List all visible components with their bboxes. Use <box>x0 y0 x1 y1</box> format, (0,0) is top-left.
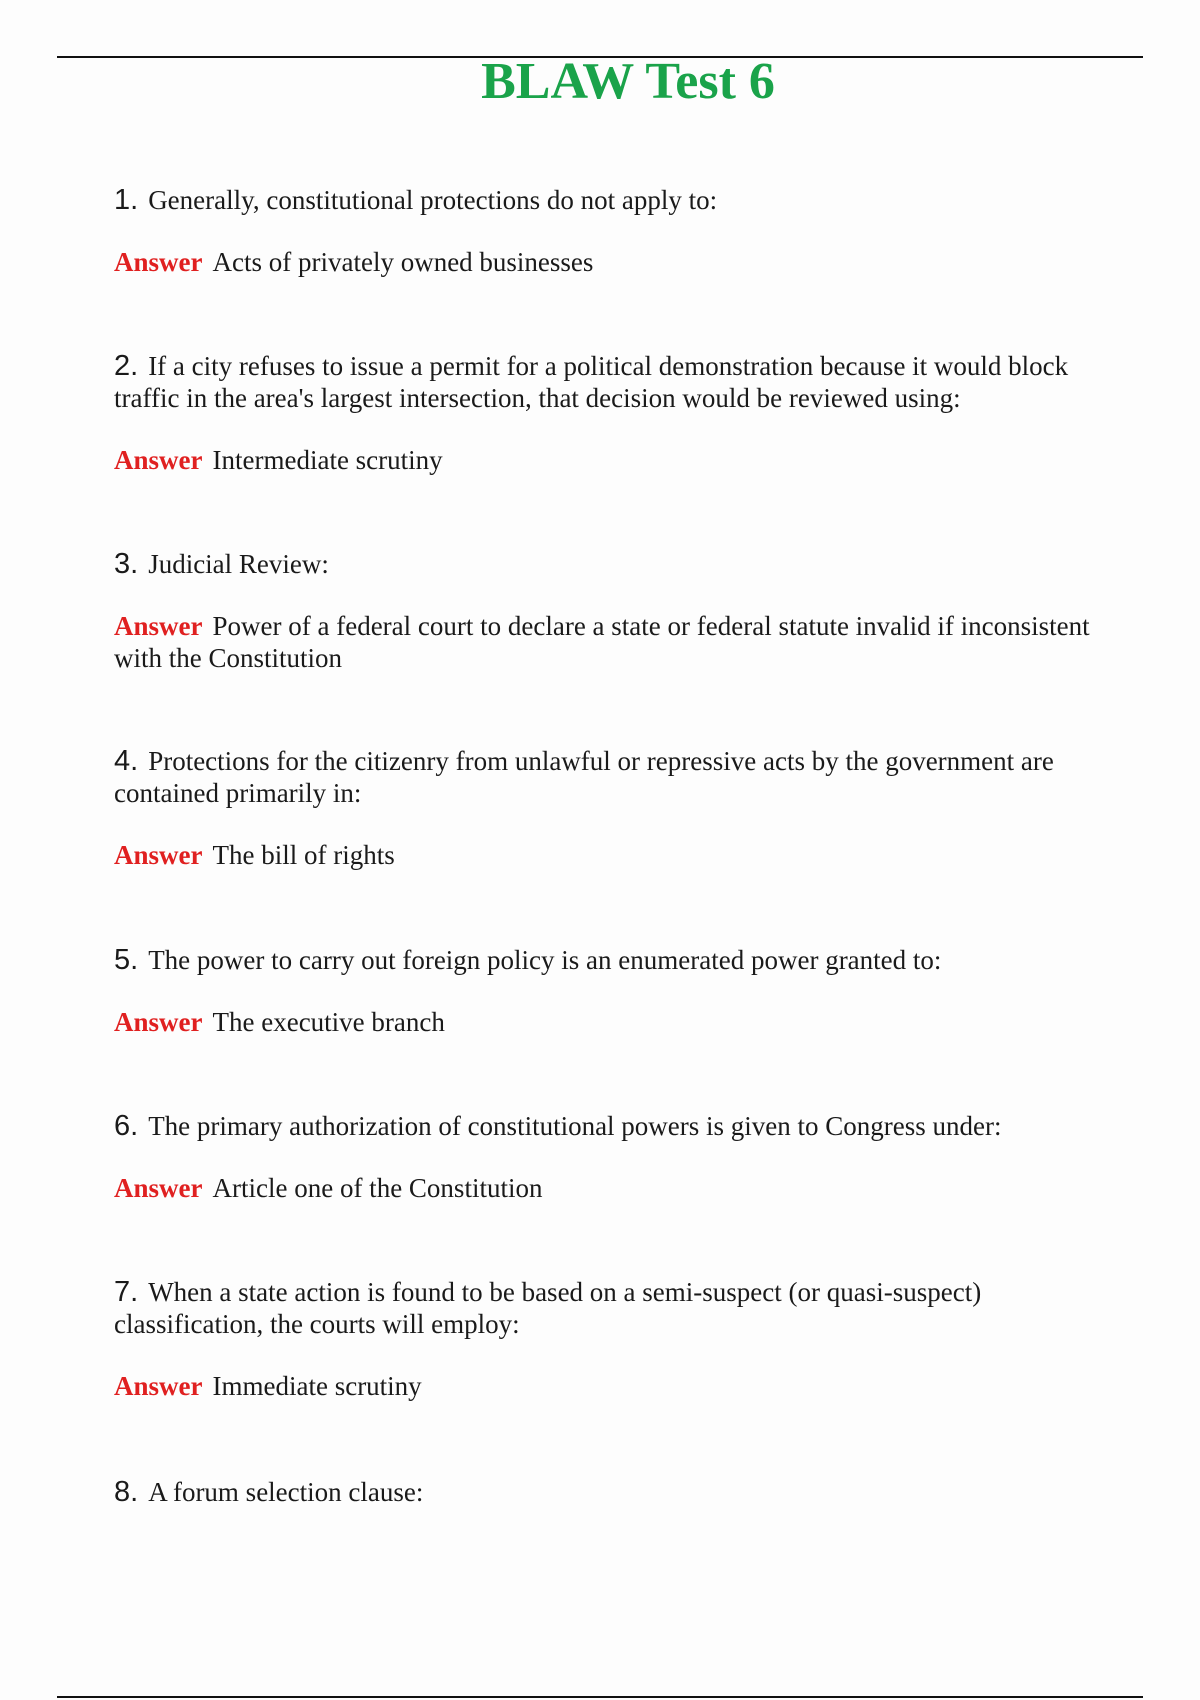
question <box>114 745 1134 809</box>
question <box>114 350 1134 414</box>
question <box>114 1476 1134 1508</box>
answer-label: Answer <box>114 1007 203 1037</box>
answer-label: Answer <box>114 1173 203 1203</box>
answer-text: Power of a federal court to declare a state or federal statute invalid if inconsistent with the Constitution <box>114 611 1090 673</box>
answer-text: Intermediate scrutiny <box>212 445 443 475</box>
qa-item-4 <box>114 745 1134 871</box>
question-text: If a city refuses to issue a permit for a political demonstration because it would block traffic in the area's largest intersection, that decision would be reviewed using: <box>114 351 1069 413</box>
answer <box>114 1006 1134 1038</box>
answer <box>114 246 1134 278</box>
answer-label: Answer <box>114 247 203 277</box>
question-text: Judicial Review: <box>148 549 329 579</box>
question-text: The primary authorization of constitutional powers is given to Congress under: <box>148 1111 1002 1141</box>
answer <box>114 1370 1134 1402</box>
question <box>114 1110 1134 1142</box>
question-number: 6. <box>114 1110 139 1142</box>
question-number: 5. <box>114 944 139 976</box>
question-text: Protections for the citizenry from unlawful or repressive acts by the government are contained primarily in: <box>114 746 1054 808</box>
question-number: 8. <box>114 1476 139 1508</box>
question-text: The power to carry out foreign policy is an enumerated power granted to: <box>148 945 942 975</box>
answer-label: Answer <box>114 611 203 641</box>
question <box>114 548 1134 580</box>
question <box>114 1276 1134 1340</box>
answer <box>114 444 1134 476</box>
answer-label: Answer <box>114 1371 203 1401</box>
answer-text: Acts of privately owned businesses <box>212 247 594 277</box>
question-text: Generally, constitutional protections do not apply to: <box>148 185 718 215</box>
qa-item-8 <box>114 1476 1134 1508</box>
answer <box>114 610 1134 674</box>
question-number: 2. <box>114 350 139 382</box>
qa-item-6 <box>114 1110 1134 1204</box>
page-title: BLAW Test 6 <box>481 53 775 110</box>
answer-text: The executive branch <box>212 1007 445 1037</box>
question-number: 3. <box>114 548 139 580</box>
answer-text: The bill of rights <box>212 840 395 870</box>
question-text: When a state action is found to be based on a semi-suspect (or quasi-suspect) classification, the courts will employ: <box>114 1277 982 1339</box>
answer-label: Answer <box>114 445 203 475</box>
answer <box>114 839 1134 871</box>
qa-item-3 <box>114 548 1134 674</box>
qa-item-1 <box>114 184 1134 278</box>
answer-text: Immediate scrutiny <box>212 1371 422 1401</box>
question-text: A forum selection clause: <box>148 1477 424 1507</box>
qa-item-2 <box>114 350 1134 476</box>
question-number: 7. <box>114 1276 139 1308</box>
question <box>114 184 1134 216</box>
question <box>114 944 1134 976</box>
answer-text: Article one of the Constitution <box>212 1173 543 1203</box>
question-number: 1. <box>114 184 139 216</box>
bottom-rule <box>57 1696 1143 1698</box>
answer <box>114 1172 1134 1204</box>
answer-label: Answer <box>114 840 203 870</box>
qa-item-7 <box>114 1276 1134 1402</box>
question-number: 4. <box>114 745 139 777</box>
qa-item-5 <box>114 944 1134 1038</box>
